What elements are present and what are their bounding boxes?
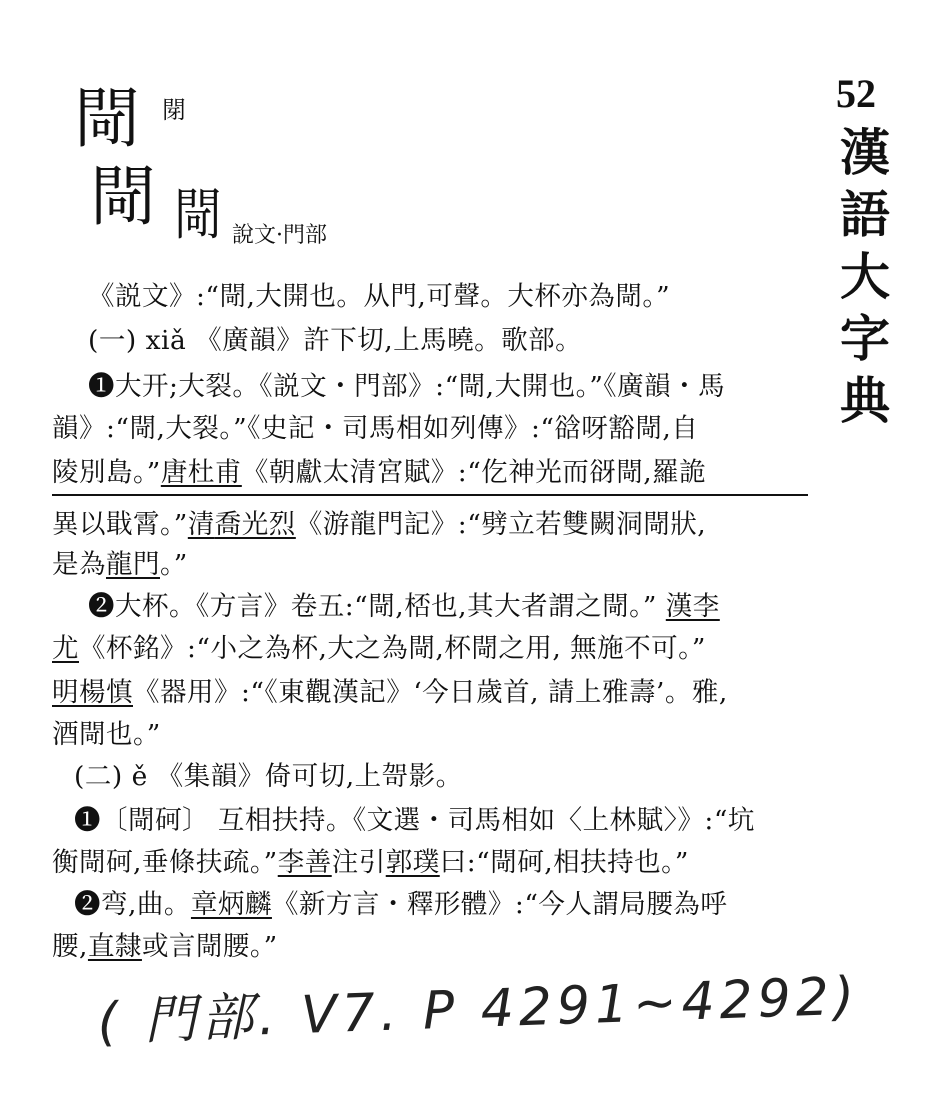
handwritten-annotation: ( 門部. V7. P 4291~4292): [96, 966, 861, 1053]
place-name: 龍門: [106, 549, 160, 580]
text-span: 。”: [160, 549, 188, 580]
text-line: [52, 632, 706, 666]
headword-source: 說文·門部: [232, 223, 327, 248]
text-line: 酒閜也。”: [52, 719, 161, 750]
text-line: [88, 590, 720, 624]
dynasty-name: 清: [187, 509, 215, 540]
person-name: 明楊慎: [52, 677, 133, 708]
text-span: 衡閜砢,垂條扶疏。”: [52, 847, 278, 878]
text-span: ❷弯,曲。: [74, 889, 191, 920]
text-line: ❶〔閜砢〕 互相扶持。《文選・司馬相如〈上林賦〉》:“坑: [74, 805, 755, 836]
text-span: 陵別島。”: [52, 457, 161, 488]
text-span: 是為: [52, 549, 106, 580]
text-line: [52, 930, 278, 964]
seal-script-glyph: 閜: [174, 183, 222, 248]
title-char: 語: [840, 185, 890, 244]
title-char: 字: [840, 309, 890, 368]
text-line: (一) xiǎ 《廣韻》許下切,上馬曉。歌部。: [88, 325, 583, 356]
text-line: [74, 888, 727, 922]
text-span: 《游龍門記》:“劈立若雙闕洞閜狀,: [295, 509, 707, 540]
text-line: [52, 548, 188, 582]
text-line: 韻》:“閜,大裂。”《史記・司馬相如列傳》:“谽呀豁閜,自: [52, 413, 699, 444]
place-name: 直隸: [87, 931, 142, 962]
title-char: 大: [840, 247, 890, 306]
text-span: 注引: [331, 847, 386, 878]
title-char: 漢: [840, 123, 890, 182]
text-line: [52, 456, 706, 490]
text-span: 《新方言・釋形體》:“今人謂局腰為呼: [271, 889, 728, 920]
text-line: [52, 508, 706, 542]
text-line: [52, 846, 689, 880]
text-line: (二) ě 《集韻》倚可切,上哿影。: [74, 761, 463, 792]
text-line: ❶大开;大裂。《説文・門部》:“閜,大開也。”《廣韻・馬: [88, 371, 726, 402]
person-name: 喬光烈: [214, 509, 296, 540]
person-name: 尤: [52, 633, 79, 664]
headword-main: 閜: [74, 80, 140, 157]
person-name: 章炳麟: [190, 889, 272, 920]
person-name: 唐杜甫: [160, 457, 242, 488]
text-span: 《器用》:“《東觀漢記》‘今日歲首, 請上雅壽’。雅,: [133, 677, 728, 708]
text-span: 《杯銘》:“小之為杯,大之為閜,杯閜之用, 無施不可。”: [79, 633, 706, 664]
page-number: 52: [836, 71, 876, 116]
person-name: 李善: [277, 847, 332, 878]
headword-second: 閜: [90, 158, 156, 235]
text-line: 《説文》:“閜,大開也。从門,可聲。大杯亦為閜。”: [88, 281, 671, 312]
column-rule: [52, 494, 808, 496]
person-name: 漢李: [665, 591, 720, 622]
headword-variant: 閕: [162, 96, 186, 124]
text-span: 曰:“閜砢,相扶持也。”: [439, 847, 689, 878]
person-name: 郭璞: [385, 847, 440, 878]
dictionary-title: [840, 122, 900, 432]
text-span: 腰,: [52, 931, 88, 962]
text-span: ❷大杯。《方言》卷五:“閜,桮也,其大者謂之閜。”: [88, 591, 666, 622]
text-line: [52, 676, 728, 710]
title-char: 典: [840, 371, 890, 430]
text-span: 異以戢霄。”: [52, 509, 188, 540]
text-span: 《朝獻太清宮賦》:“仡神光而谺閜,羅詭: [241, 457, 707, 488]
text-span: 或言閜腰。”: [141, 931, 278, 962]
